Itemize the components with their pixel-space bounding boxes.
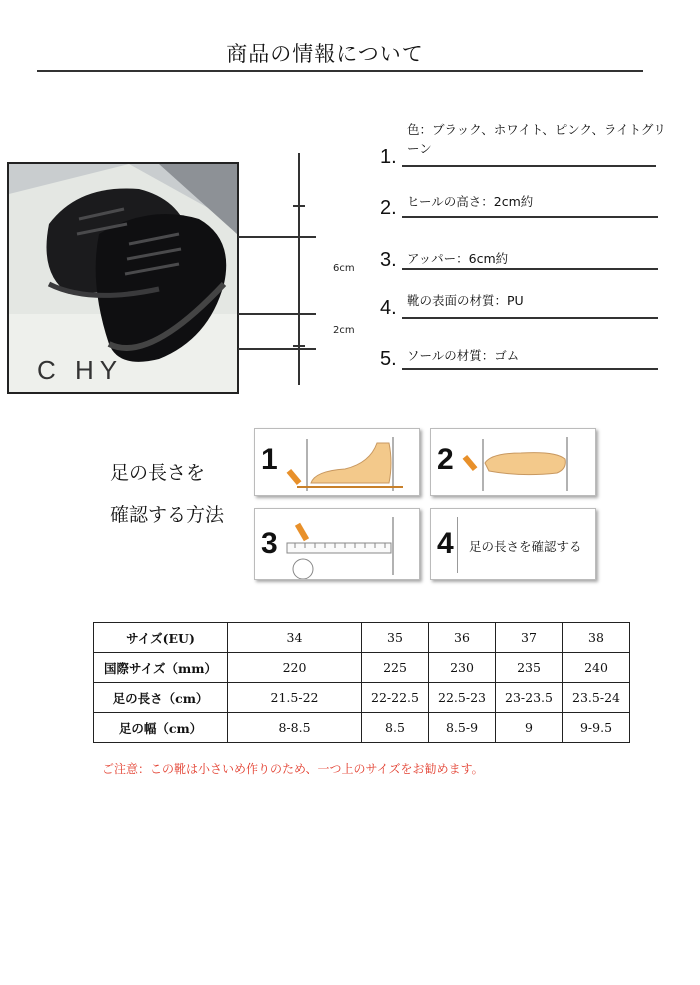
foot-step-panel-3 <box>254 508 420 580</box>
table-cell: 235 <box>496 653 563 683</box>
spec-number: 5. <box>380 348 397 370</box>
heel-height-label: 2cm <box>333 325 355 336</box>
row-header: 足の幅（cm） <box>94 713 228 743</box>
spec-number: 2. <box>380 197 397 219</box>
spec-divider <box>402 216 658 218</box>
step-number: 1 <box>261 443 278 476</box>
table-cell: 22.5-23 <box>429 683 496 713</box>
table-cell: 225 <box>362 653 429 683</box>
measure-guide-line <box>238 313 316 315</box>
table-cell: 220 <box>228 653 362 683</box>
step-number: 2 <box>437 443 454 476</box>
table-cell: 36 <box>429 623 496 653</box>
measure-guide-line <box>238 348 316 350</box>
table-cell: 34 <box>228 623 362 653</box>
spec-sole-material: ソールの材質：ゴム <box>407 348 520 363</box>
spec-number: 4. <box>380 297 397 319</box>
foot-step-panel-1 <box>254 428 420 496</box>
table-row <box>94 653 630 683</box>
sizing-note: ご注意：この靴は小さいめ作りのため、一つ上のサイズをお勧めます。 <box>102 762 484 776</box>
foot-guide-label-line1: 足の長さを <box>110 462 206 484</box>
spec-divider <box>402 368 658 370</box>
table-cell: 38 <box>563 623 630 653</box>
table-cell: 23.5-24 <box>563 683 630 713</box>
measure-vertical-line <box>298 153 300 385</box>
upper-height-label: 6cm <box>333 263 355 274</box>
table-cell: 8.5 <box>362 713 429 743</box>
spec-upper-height: アッパー：6cm約 <box>407 251 509 266</box>
foot-step-panel-4 <box>430 508 596 580</box>
shoe-image <box>9 164 237 392</box>
table-cell: 230 <box>429 653 496 683</box>
title-divider <box>37 70 643 72</box>
table-cell: 37 <box>496 623 563 653</box>
spec-color: 色：ブラック、ホワイト、ピンク、ライトグリーン <box>407 122 666 156</box>
foot-side-illustration <box>285 433 417 493</box>
row-header: 国際サイズ（mm） <box>94 653 228 683</box>
table-row <box>94 623 630 653</box>
spec-heel-height: ヒールの高さ：2cm約 <box>407 194 534 209</box>
table-row <box>94 683 630 713</box>
foot-top-illustration <box>461 433 593 493</box>
table-cell: 240 <box>563 653 630 683</box>
table-cell: 9 <box>496 713 563 743</box>
measure-tick <box>293 205 305 207</box>
spec-divider <box>402 317 658 319</box>
spec-divider <box>402 268 658 270</box>
measure-tick <box>293 345 305 347</box>
spec-surface-material: 靴の表面の材質：PU <box>407 293 524 308</box>
table-row <box>94 713 630 743</box>
table-cell: 23-23.5 <box>496 683 563 713</box>
table-cell: 22-22.5 <box>362 683 429 713</box>
spec-number: 1. <box>380 146 397 168</box>
size-table <box>93 622 630 743</box>
row-header: サイズ(EU) <box>94 623 228 653</box>
measure-guide-line <box>238 236 316 238</box>
step-4-text: 足の長さを確認する <box>469 539 582 554</box>
table-cell: 8.5-9 <box>429 713 496 743</box>
foot-guide-label-line2: 確認する方法 <box>110 504 225 526</box>
panel-divider <box>457 517 458 573</box>
product-photo <box>7 162 239 394</box>
step-number: 4 <box>437 527 454 560</box>
table-cell: 8-8.5 <box>228 713 362 743</box>
spec-number: 3. <box>380 249 397 271</box>
row-header: 足の長さ（cm） <box>94 683 228 713</box>
page-title: 商品の情報について <box>226 42 424 66</box>
box-print-text: C HY <box>37 355 124 385</box>
step-number: 3 <box>261 527 278 560</box>
table-cell: 21.5-22 <box>228 683 362 713</box>
foot-step-panel-2 <box>430 428 596 496</box>
table-cell: 35 <box>362 623 429 653</box>
ruler-illustration <box>283 513 417 579</box>
table-cell: 9-9.5 <box>563 713 630 743</box>
spec-divider <box>402 165 656 167</box>
